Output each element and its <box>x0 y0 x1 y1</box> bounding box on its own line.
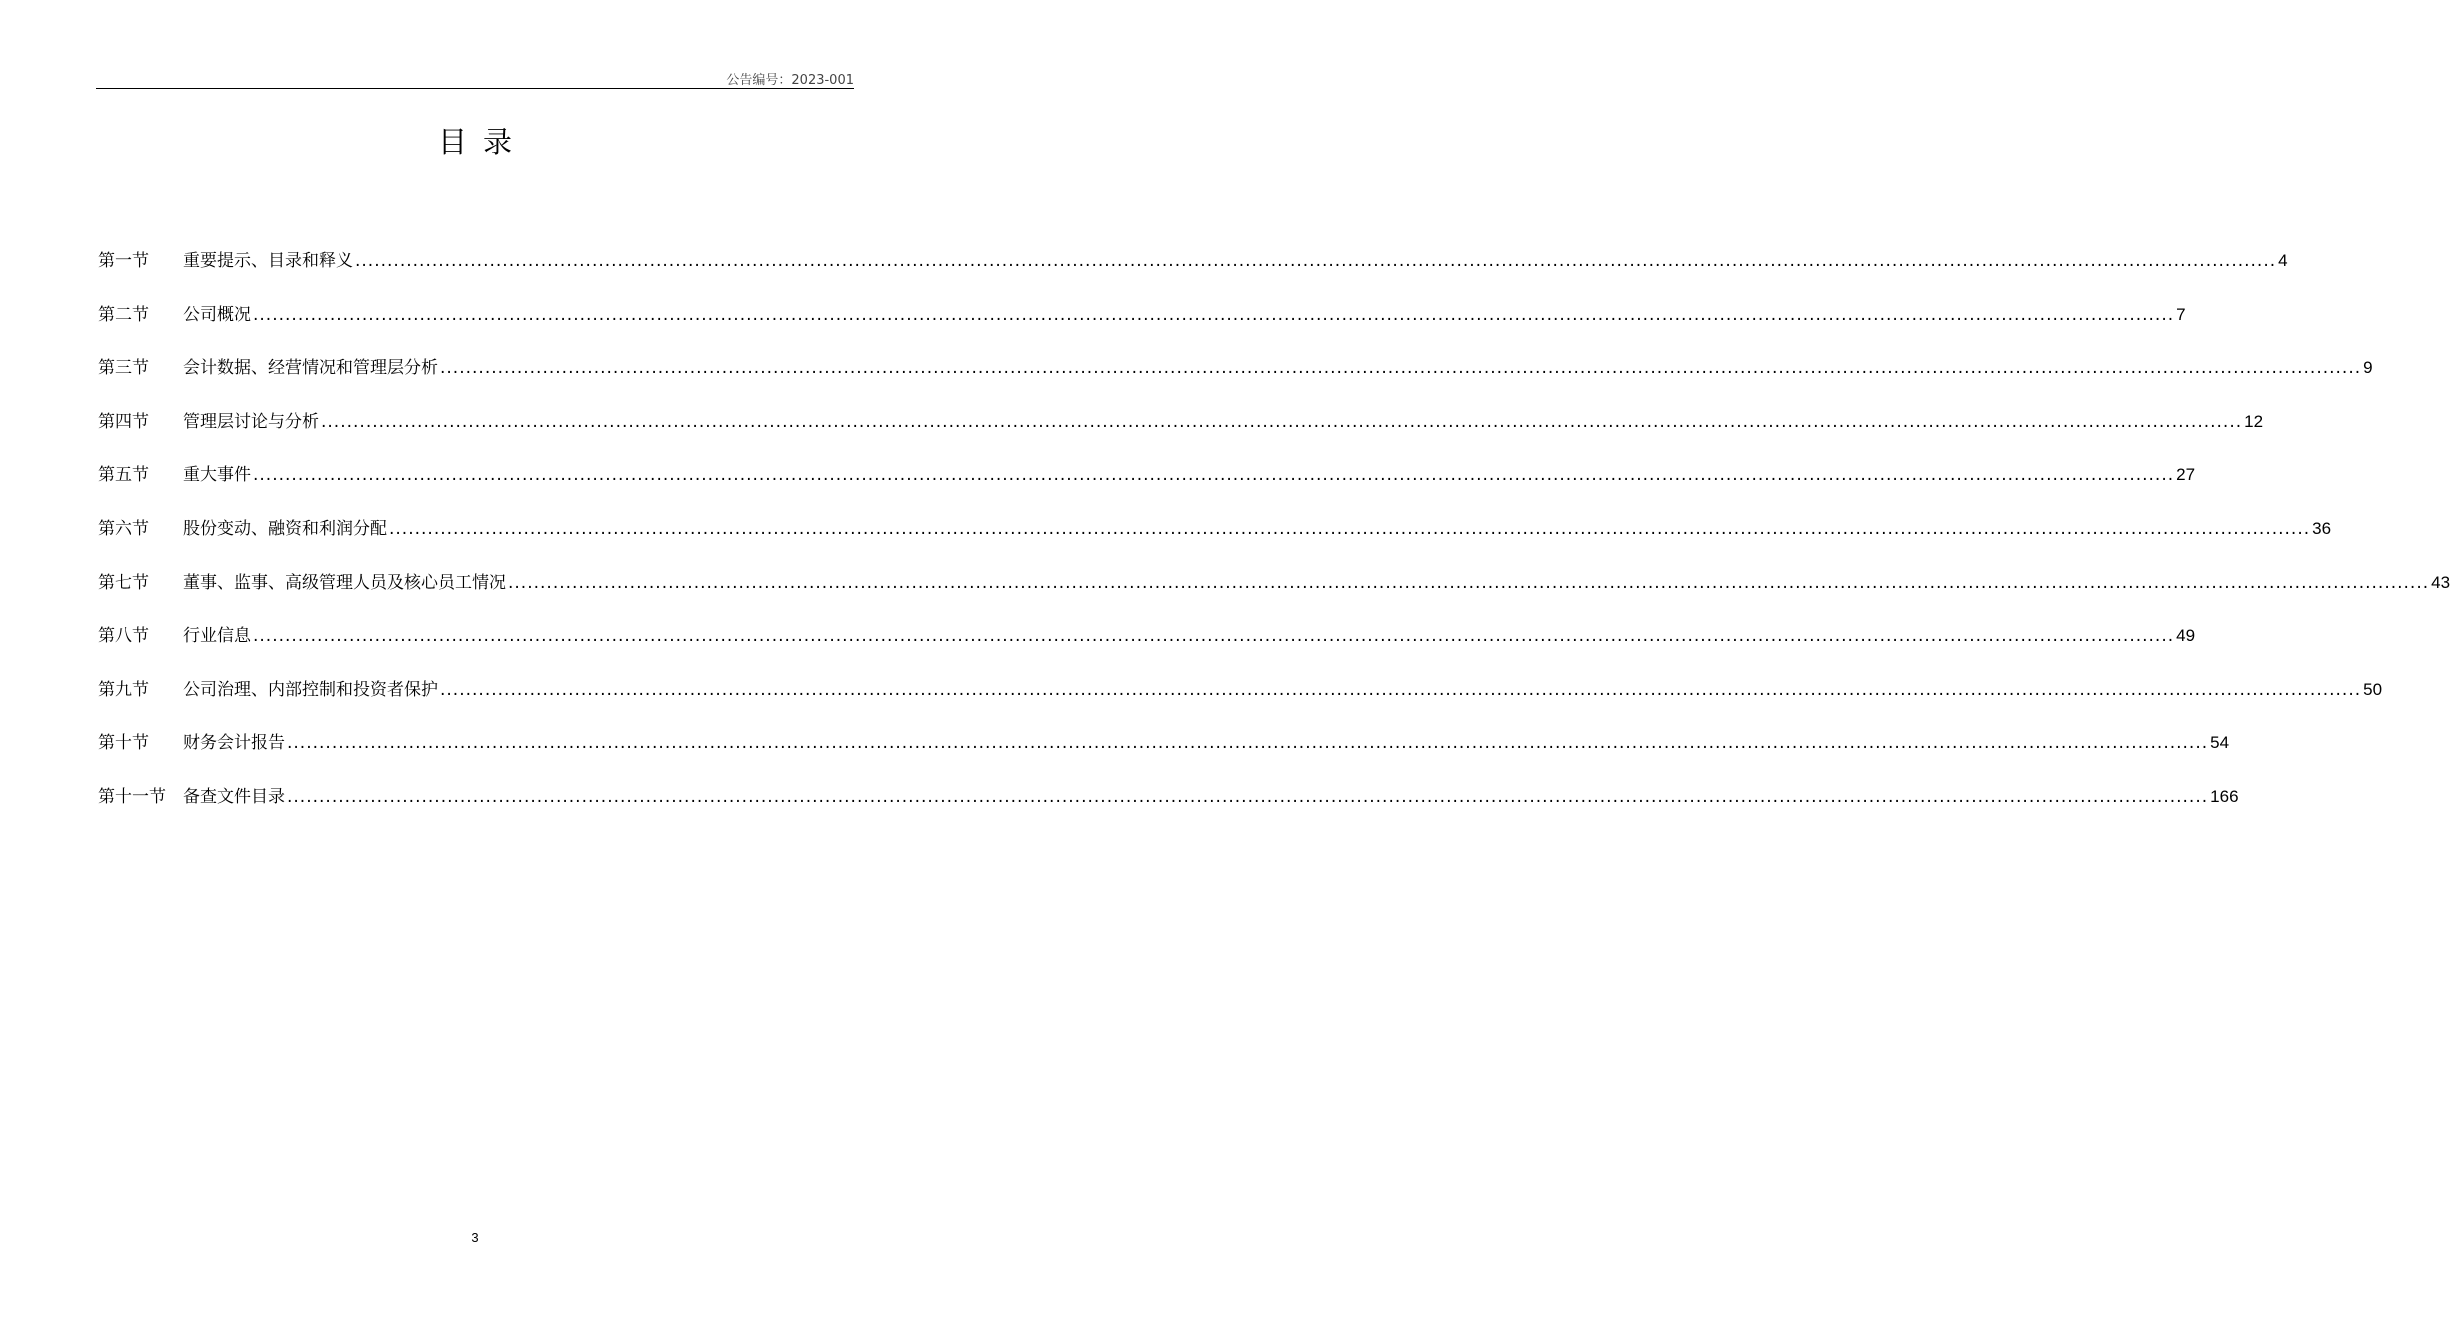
toc-dot-leader: ............................................................................................................................................................................................................................................................................................................ <box>508 572 2430 593</box>
toc-dot-leader: ............................................................................................................................................................................................................................................................................................................ <box>440 679 2362 700</box>
toc-section-name: 管理层讨论与分析 <box>183 411 319 432</box>
toc-section-number: 第五节 <box>98 465 149 486</box>
toc-section-name: 财务会计报告 <box>183 733 285 754</box>
toc-entry[interactable] <box>98 246 2288 300</box>
page-number-footer: 3 <box>471 1230 479 1245</box>
toc-page-number: 4 <box>2278 251 2288 270</box>
toc-section-name: 董事、监事、高级管理人员及核心员工情况 <box>183 572 506 593</box>
toc-page-number: 49 <box>2176 626 2196 646</box>
toc-entry[interactable] <box>98 675 2383 729</box>
toc-entry[interactable] <box>98 568 2450 622</box>
toc-entry[interactable] <box>98 300 2186 354</box>
toc-entry[interactable] <box>98 407 2264 461</box>
toc-section-name: 备查文件目录 <box>183 786 285 807</box>
toc-dot-leader: ............................................................................................................................................................................................................................................................................................................ <box>287 733 2209 754</box>
toc-section-name: 重大事件 <box>183 465 251 486</box>
toc-dot-leader: ............................................................................................................................................................................................................................................................................................................ <box>253 465 2175 486</box>
toc-dot-leader: ............................................................................................................................................................................................................................................................................................................ <box>287 786 2209 807</box>
toc-section-number: 第三节 <box>98 358 149 379</box>
announcement-number: 公告编号：2023-001 <box>726 73 854 88</box>
toc-dot-leader: ............................................................................................................................................................................................................................................................................................................ <box>321 411 2243 432</box>
toc-section-number: 第七节 <box>98 572 149 593</box>
toc-section-name: 公司概况 <box>183 304 251 325</box>
toc-page-number: 36 <box>2312 518 2332 538</box>
toc-section-number: 第二节 <box>98 304 149 325</box>
toc-entry[interactable] <box>98 728 2230 782</box>
toc-section-name: 公司治理、内部控制和投资者保护 <box>183 679 438 700</box>
toc-section-number: 第十节 <box>98 733 149 754</box>
toc-dot-leader: ............................................................................................................................................................................................................................................................................................................ <box>389 518 2311 539</box>
toc-section-name: 重要提示、目录和释义 <box>183 251 353 271</box>
toc-section-number: 第四节 <box>98 411 149 432</box>
toc-section-name: 会计数据、经营情况和管理层分析 <box>183 358 438 379</box>
toc-section-number: 第十一节 <box>98 786 166 807</box>
toc-section-number: 第八节 <box>98 626 149 647</box>
toc-page-number: 9 <box>2363 358 2373 378</box>
toc-dot-leader: ............................................................................................................................................................................................................................................................................................................ <box>253 626 2175 647</box>
toc-page-number: 27 <box>2176 465 2196 485</box>
header-divider <box>96 88 854 89</box>
toc-entry[interactable] <box>98 353 2373 407</box>
toc-section-number: 第一节 <box>98 251 149 271</box>
toc-dot-leader: ............................................................................................................................................................................................................................................................................................................ <box>253 304 2175 325</box>
toc-dot-leader: ............................................................................................................................................................................................................................................................................................................ <box>355 251 2277 271</box>
table-of-contents <box>98 246 2450 836</box>
toc-page-number: 12 <box>2244 411 2264 431</box>
toc-dot-leader: ............................................................................................................................................................................................................................................................................................................ <box>440 358 2362 379</box>
toc-page-number: 50 <box>2363 679 2383 699</box>
page-title: 目录 <box>437 125 528 159</box>
toc-page-number: 54 <box>2210 733 2230 753</box>
toc-section-name: 股份变动、融资和利润分配 <box>183 518 387 539</box>
toc-section-name: 行业信息 <box>183 626 251 647</box>
toc-entry[interactable] <box>98 621 2196 675</box>
toc-section-number: 第六节 <box>98 518 149 539</box>
toc-page-number: 7 <box>2176 304 2186 324</box>
toc-entry[interactable] <box>98 782 2239 836</box>
toc-entry[interactable] <box>98 514 2332 568</box>
toc-page-number: 43 <box>2431 572 2450 592</box>
toc-page-number: 166 <box>2210 786 2239 806</box>
toc-section-number: 第九节 <box>98 679 149 700</box>
toc-entry[interactable] <box>98 460 2196 514</box>
